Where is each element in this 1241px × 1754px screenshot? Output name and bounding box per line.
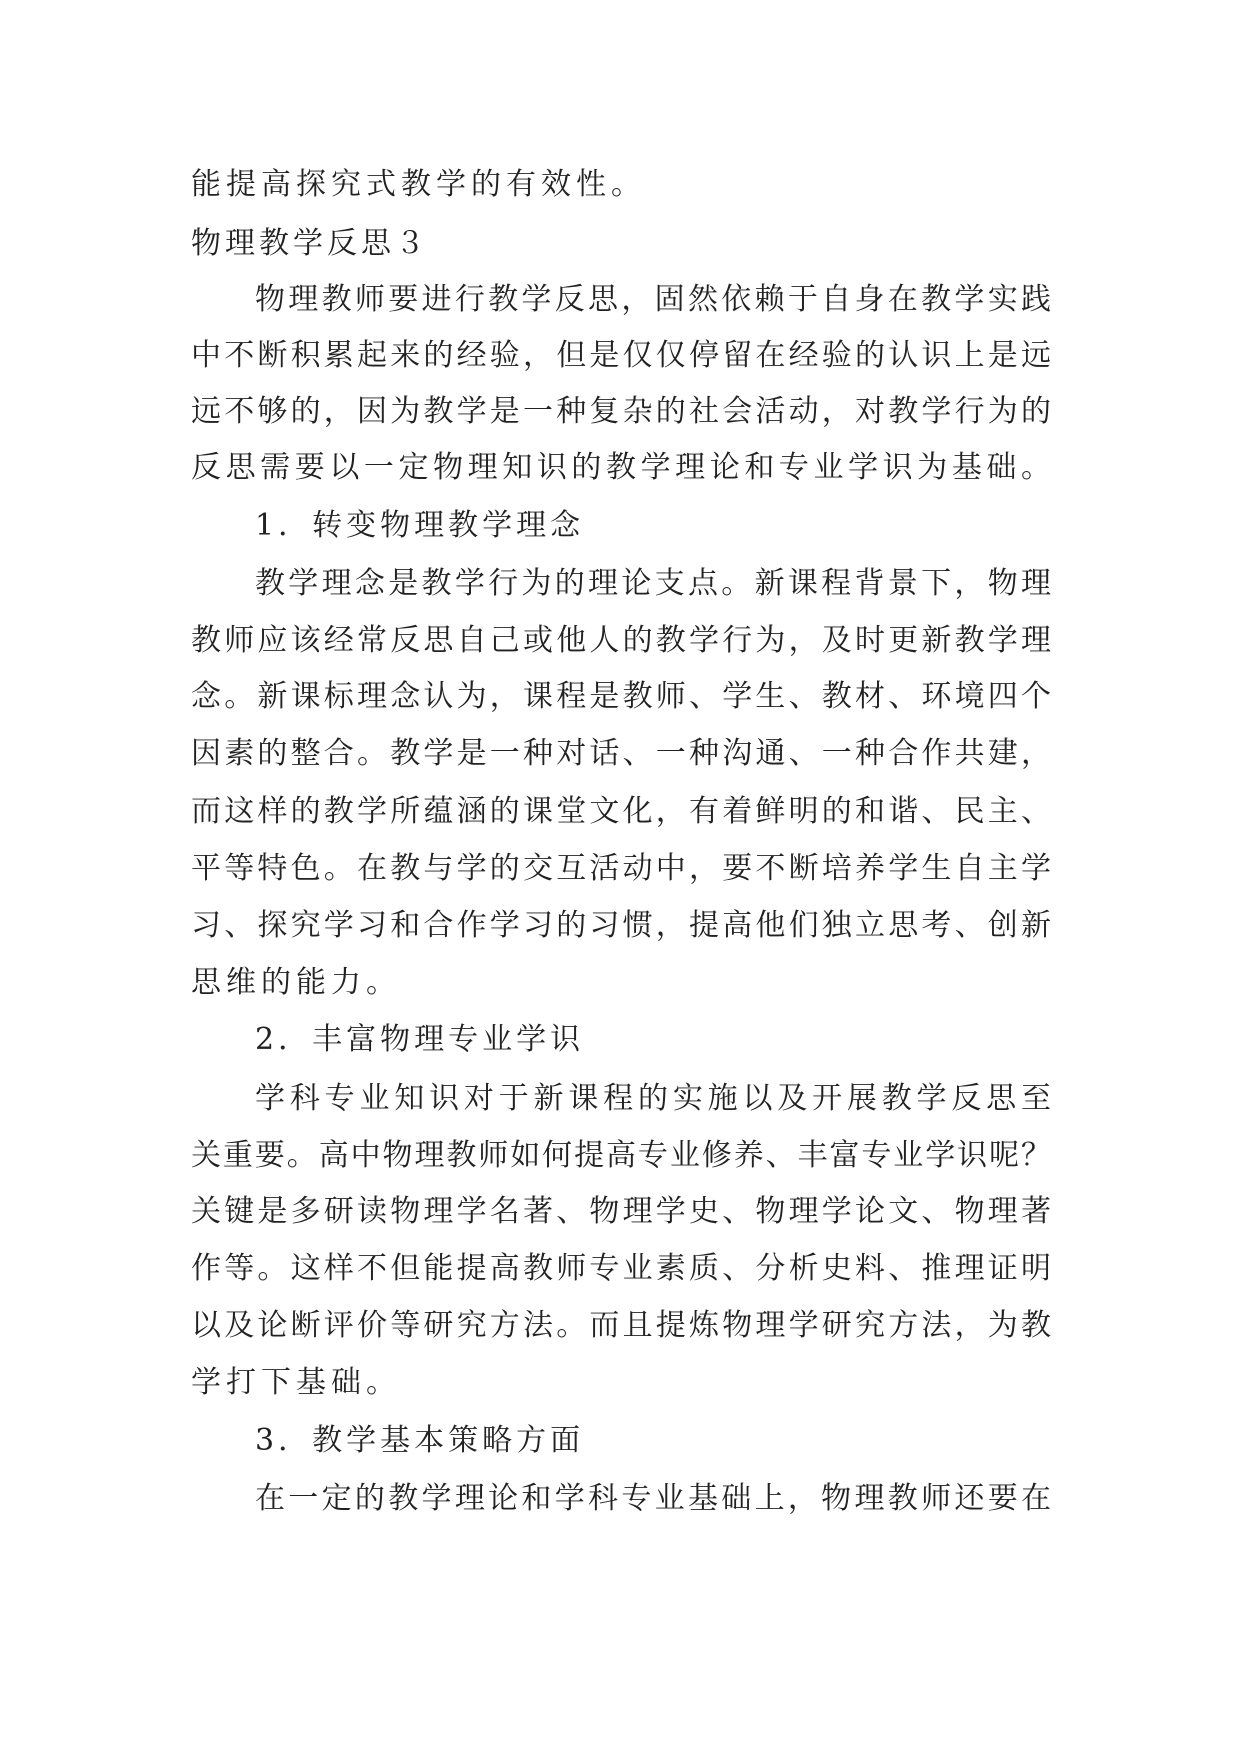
subheading: 1．转变物理教学理念 xyxy=(255,508,585,543)
paragraph-line: 作等。这样不但能提高教师专业素质、分析史料、推理证明 xyxy=(191,1251,1051,1286)
subheading: 2．丰富物理专业学识 xyxy=(255,1022,585,1057)
paragraph-line: 远不够的，因为教学是一种复杂的社会活动，对教学行为的 xyxy=(191,394,1051,429)
paragraph-line: 平等特色。在教与学的交互活动中，要不断培养学生自主学 xyxy=(191,851,1051,886)
text-line: 能提高探究式教学的有效性。 xyxy=(191,167,646,202)
section-title: 物理教学反思３ xyxy=(191,226,429,261)
paragraph-line: 教师应该经常反思自己或他人的教学行为，及时更新教学理 xyxy=(191,623,1051,658)
paragraph-line: 反思需要以一定物理知识的教学理论和专业学识为基础。 xyxy=(191,450,1051,485)
paragraph-line: 念。新课标理念认为，课程是教师、学生、教材、环境四个 xyxy=(191,679,1051,714)
paragraph-line: 关重要。高中物理教师如何提高专业修养、丰富专业学识呢？ xyxy=(191,1138,1051,1173)
paragraph-line: 物理教师要进行教学反思，固然依赖于自身在教学实践 xyxy=(255,282,1051,317)
paragraph-line: 以及论断评价等研究方法。而且提炼物理学研究方法，为教 xyxy=(191,1308,1051,1343)
paragraph-line: 习、探究学习和合作学习的习惯，提高他们独立思考、创新 xyxy=(191,908,1051,943)
paragraph-line: 思维的能力。 xyxy=(191,965,401,1000)
subheading: 3．教学基本策略方面 xyxy=(255,1423,585,1458)
paragraph-line: 而这样的教学所蕴涵的课堂文化，有着鲜明的和谐、民主、 xyxy=(191,794,1051,829)
paragraph-line: 中不断积累起来的经验，但是仅仅停留在经验的认识上是远 xyxy=(191,338,1051,373)
paragraph-line: 教学理念是教学行为的理论支点。新课程背景下，物理 xyxy=(255,566,1051,601)
paragraph-line: 学科专业知识对于新课程的实施以及开展教学反思至 xyxy=(255,1081,1051,1116)
paragraph-line: 关键是多研读物理学名著、物理学史、物理学论文、物理著 xyxy=(191,1194,1051,1229)
paragraph-line: 学打下基础。 xyxy=(191,1365,401,1400)
paragraph-line: 因素的整合。教学是一种对话、一种沟通、一种合作共建， xyxy=(191,736,1051,771)
paragraph-line: 在一定的教学理论和学科专业基础上，物理教师还要在 xyxy=(255,1481,1051,1516)
